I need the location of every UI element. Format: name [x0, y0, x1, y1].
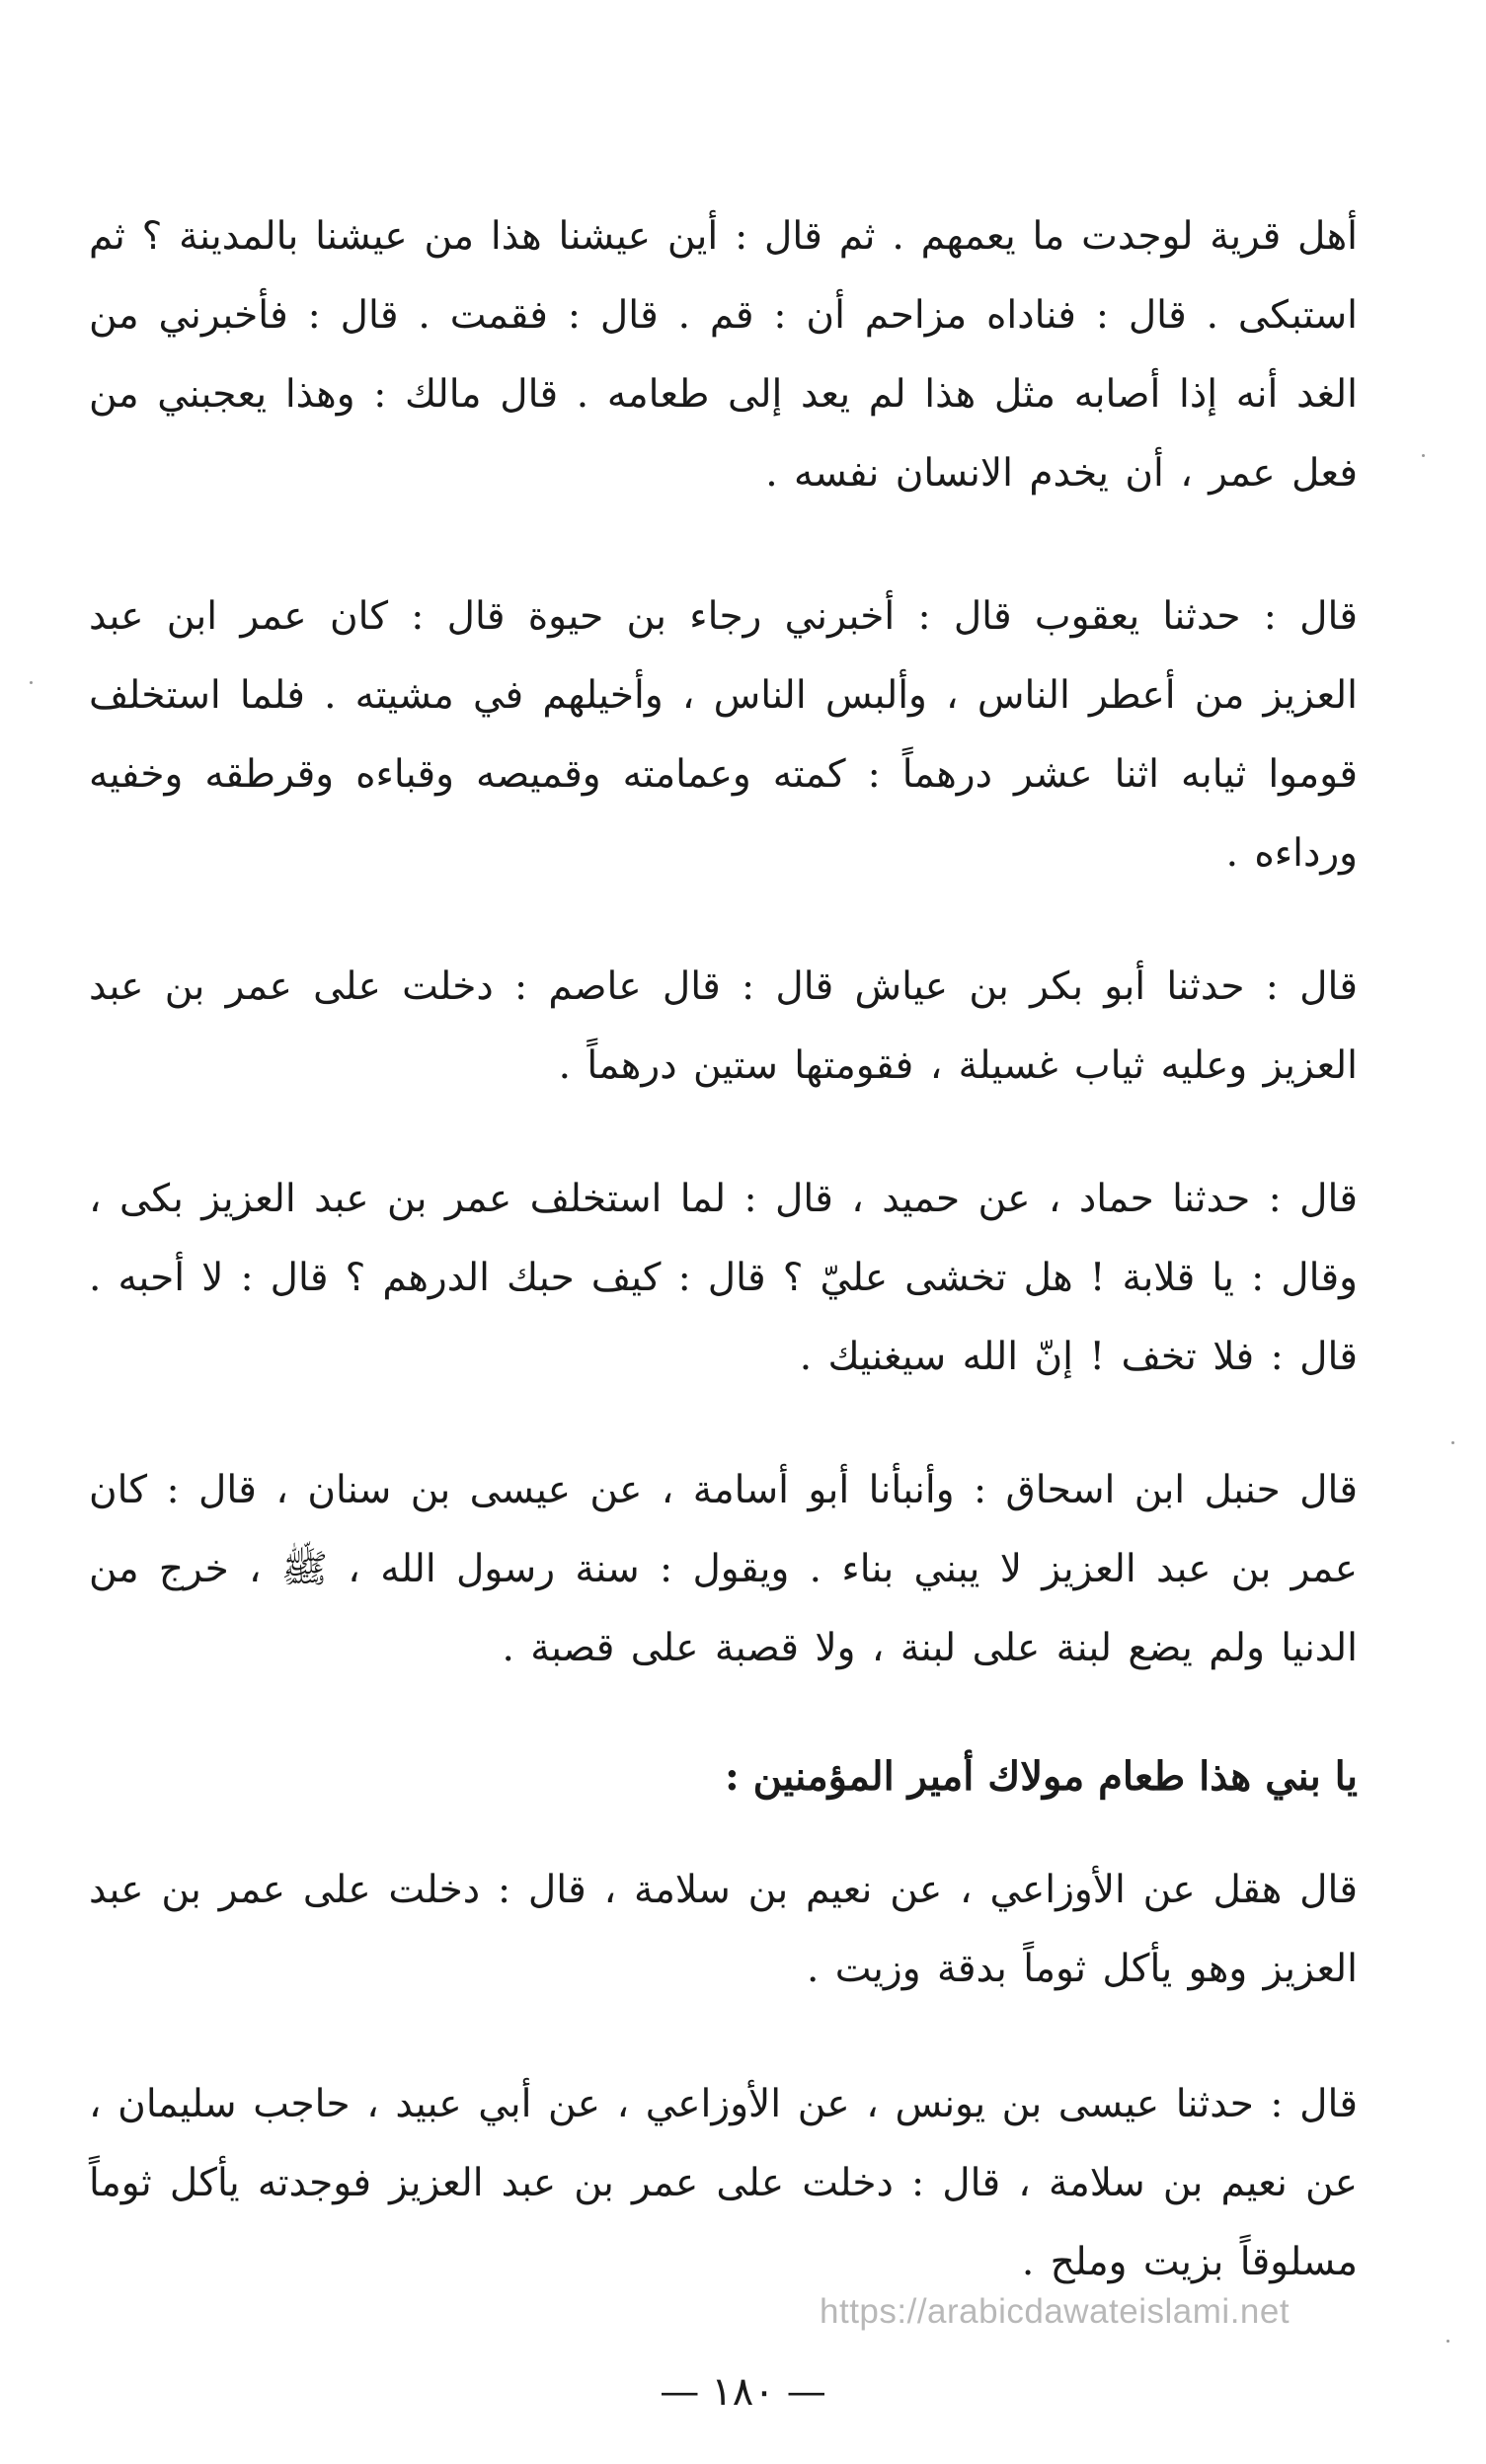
paragraph-1: أهل قرية لوجدت ما يعمهم . ثم قال : أين عيشنا هذا من عيشنا بالمدينة ؟ ثم استبكى . قال : فناداه مزاحم أن : قم . قال : فقمت . قال : فأخبرني من الغد أنه إذا أصابه مثل هذا لم يعد إلى طعامه . قال مالك : وهذا يعجبني من فعل عمر ، أن يخدم الانسان نفسه . — [89, 214, 1358, 496]
page-number-value: ١٨٠ — [711, 2369, 775, 2415]
watermark-url: https://arabicdawateislami.net — [820, 2292, 1290, 2331]
paragraph-6: قال هقل عن الأوزاعي ، عن نعيم بن سلامة ، قال : دخلت على عمر بن عبد العزيز وهو يأكل ثوماً بدقة وزيت . — [89, 1868, 1358, 1991]
scan-speck — [1451, 1441, 1454, 1444]
paragraph-3: قال : حدثنا أبو بكر بن عياش قال : قال عاصم : دخلت على عمر بن عبد العزيز وعليه ثياب غسيلة ، فقومتها ستين درهماً . — [89, 964, 1358, 1088]
paragraph-5: قال حنبل ابن اسحاق : وأنبأنا أبو أسامة ، عن عيسى بن سنان ، قال : كان عمر بن عبد العزيز لا يبني بناء . ويقول : سنة رسول الله ، ﷺ ، خرج من الدنيا ولم يضع لبنة على لبنة ، ولا قصبة على قصبة . — [89, 1468, 1358, 1670]
paragraph-2: قال : حدثنا يعقوب قال : أخبرني رجاء بن حيوة قال : كان عمر ابن عبد العزيز من أعطر الناس ، وألبس الناس ، وأخيلهم في مشيته . فلما استخلف قوموا ثيابه اثنا عشر درهماً : كمته وعمامته وقميصه وقباءه وقرطقه وخفيه ورداءه . — [89, 594, 1358, 876]
scan-speck — [30, 681, 33, 684]
paragraph-7: قال : حدثنا عيسى بن يونس ، عن الأوزاعي ، عن أبي عبيد ، حاجب سليمان ، عن نعيم بن سلامة ، قال : دخلت على عمر بن عبد العزيز فوجدته يأكل ثوماً مسلوقاً بزيت وملح . — [89, 2082, 1358, 2284]
page-number-dash-left: — — [786, 2369, 826, 2415]
page-number-dash-right: — — [660, 2369, 700, 2415]
scan-speck — [1447, 2340, 1449, 2343]
section-heading: يا بني هذا طعام مولاك أمير المؤمنين : — [724, 1753, 1358, 1800]
page-number — [0, 2369, 1486, 2415]
paragraph-4: قال : حدثنا حماد ، عن حميد ، قال : لما استخلف عمر بن عبد العزيز بكى ، وقال : يا قلابة ! هل تخشى عليّ ؟ قال : كيف حبك الدرهم ؟ قال : لا أحبه . قال : فلا تخف ! إنّ الله سيغنيك . — [89, 1177, 1358, 1379]
scan-speck — [1422, 454, 1425, 457]
